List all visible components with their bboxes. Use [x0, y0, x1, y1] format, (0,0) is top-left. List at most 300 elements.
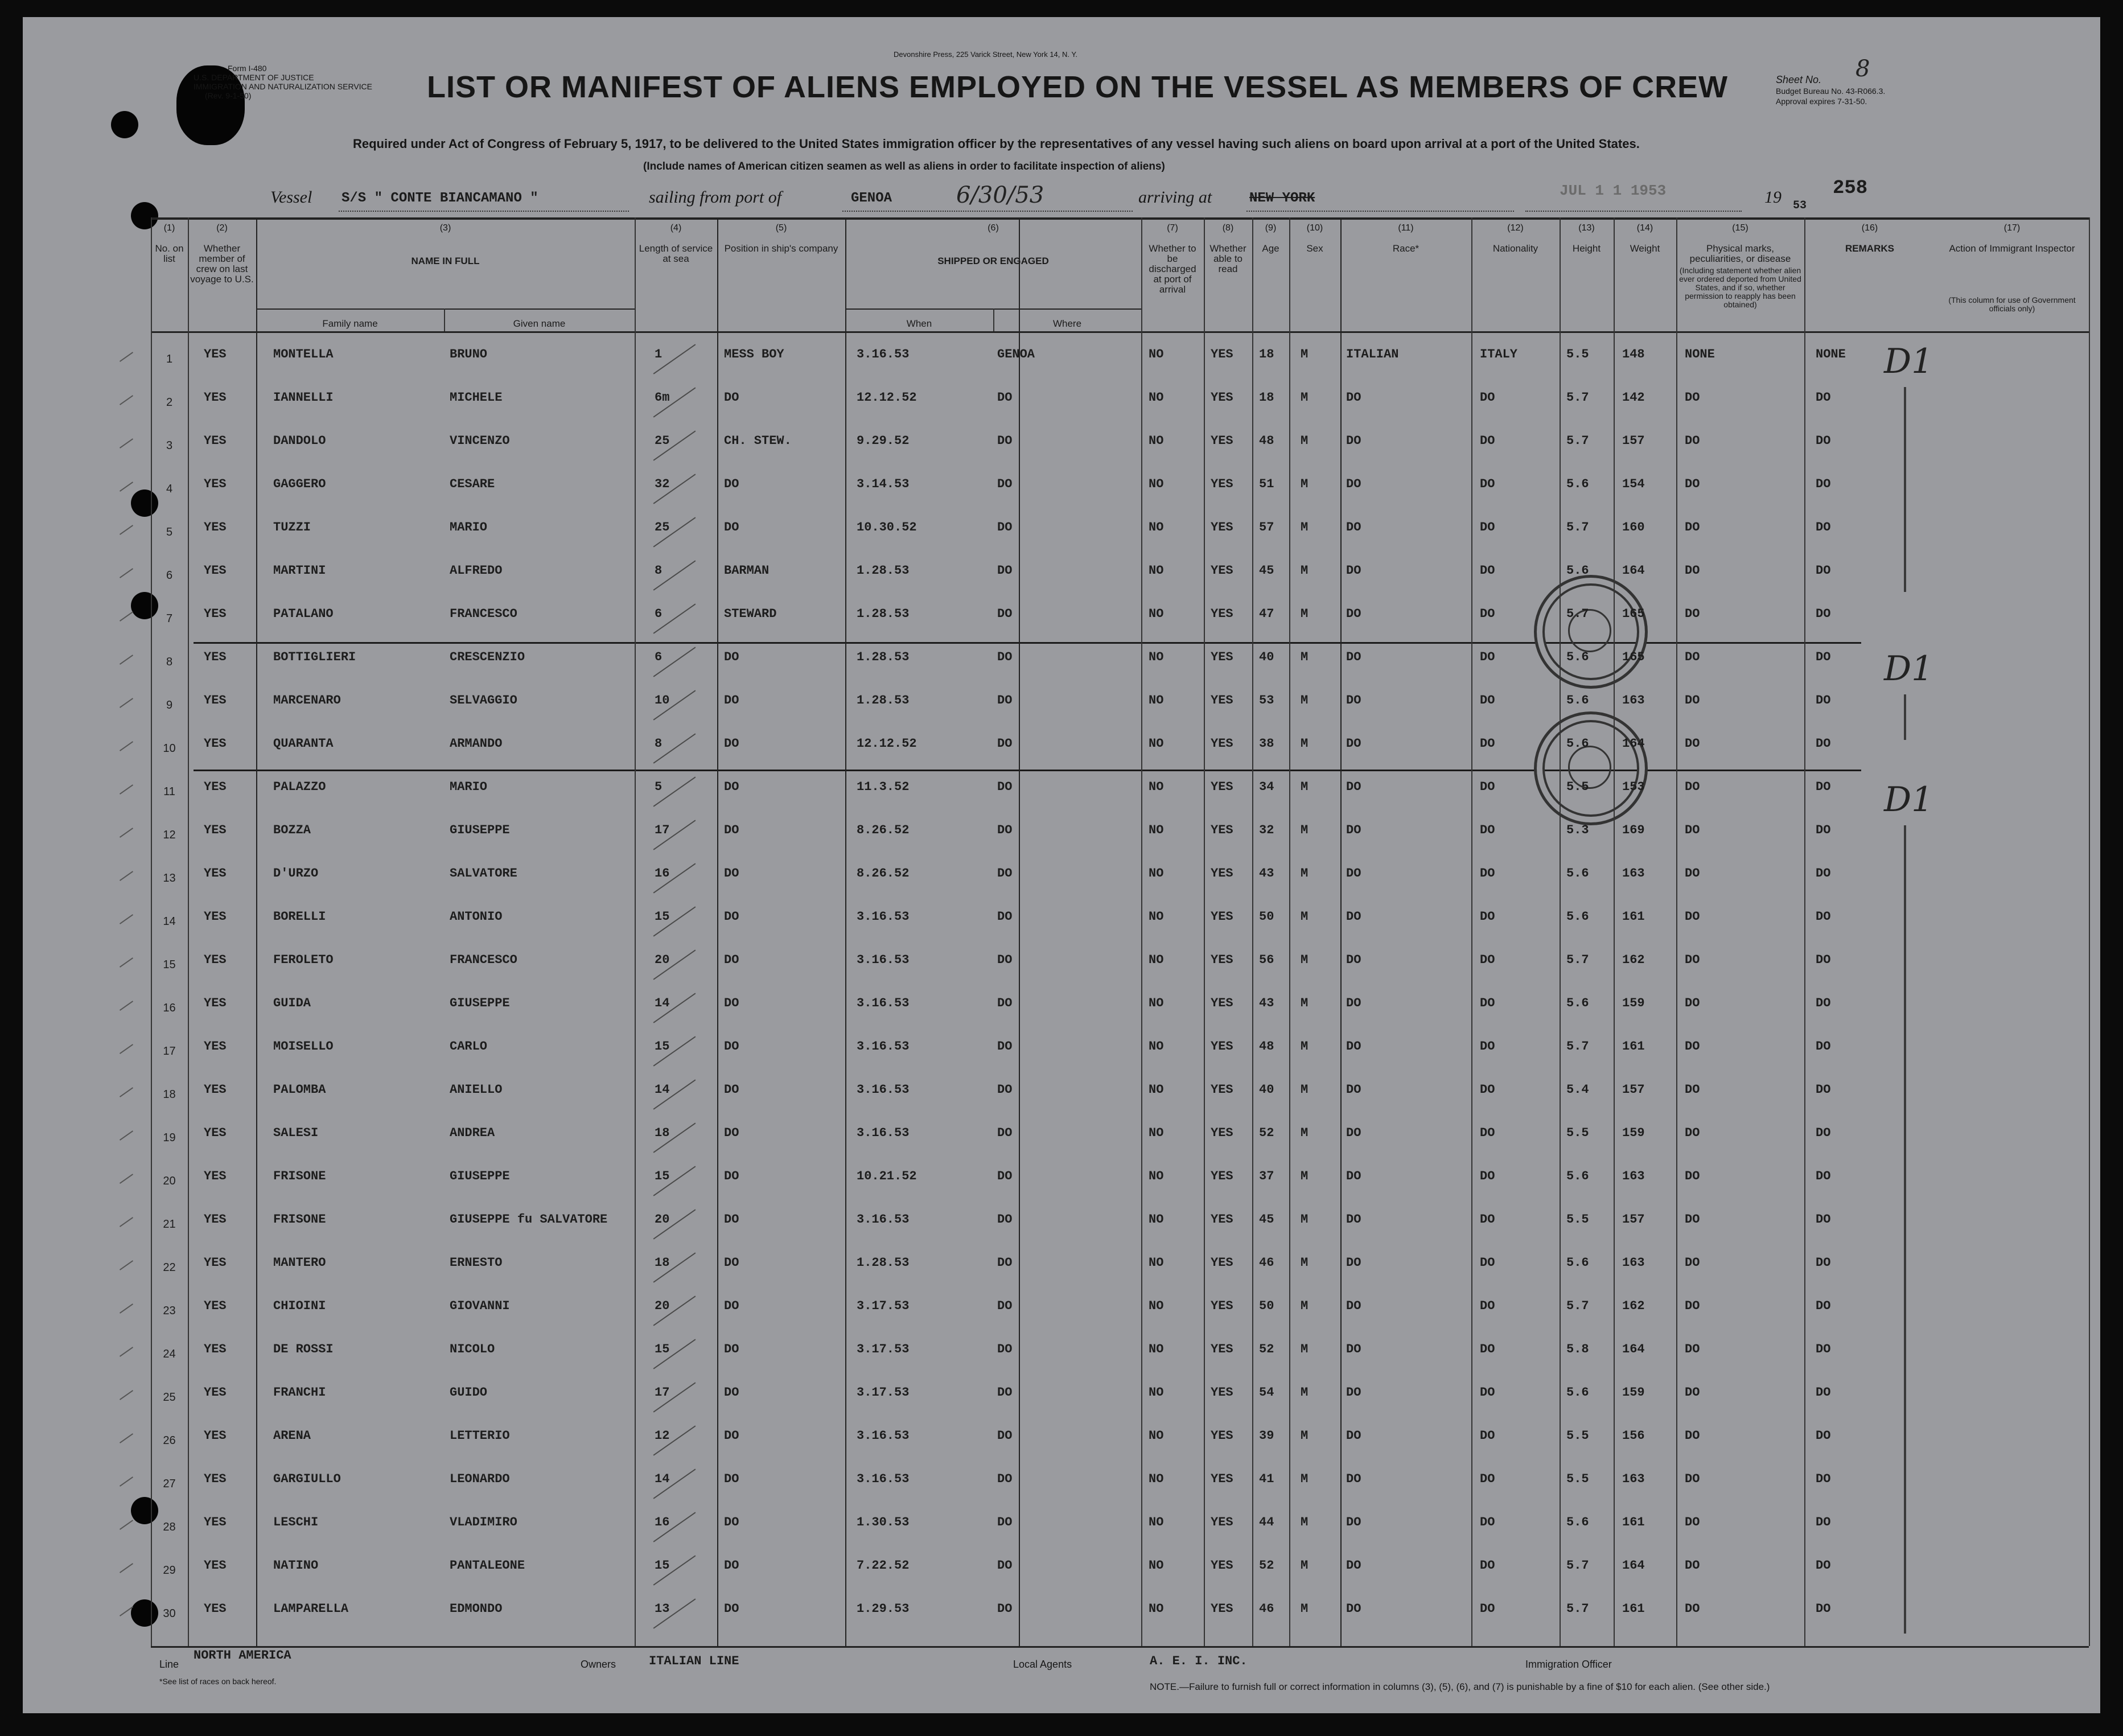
cell-height: 5.6 [1566, 737, 1589, 751]
cell-remarks: DO [1816, 1126, 1831, 1140]
check-tick [120, 957, 133, 968]
cell-disch: NO [1149, 1169, 1164, 1183]
cell-nat: DO [1480, 866, 1495, 881]
cell-given: GUIDO [450, 1385, 488, 1400]
cell-marks: DO [1685, 607, 1700, 621]
cell-height: 5.6 [1566, 1256, 1589, 1270]
cell-sex: M [1301, 1342, 1309, 1356]
cell-position: DO [724, 996, 739, 1010]
cell-family: IANNELLI [273, 390, 334, 405]
form-subtitle: Required under Act of Congress of February 5, 1917, to be delivered to the United States immigration officer by the representatives of any vessel having such aliens on board upon arrival at a port of the United States. [353, 137, 1640, 151]
cell-marks: DO [1685, 780, 1700, 794]
cell-weight: 157 [1622, 434, 1645, 448]
cell-sex: M [1301, 1126, 1309, 1140]
cell-height: 5.5 [1566, 1212, 1589, 1227]
column-number: (11) [1398, 223, 1414, 233]
cell-given: GIUSEPPE [450, 996, 510, 1010]
cell-nat: DO [1480, 1472, 1495, 1486]
cell-position: DO [724, 780, 739, 794]
cell-when: 3.16.53 [857, 1126, 910, 1140]
cell-marks: DO [1685, 1385, 1700, 1400]
cell-read: YES [1211, 780, 1233, 794]
cell-nat: DO [1480, 996, 1495, 1010]
cell-disch: NO [1149, 693, 1164, 707]
agents-label: Local Agents [1013, 1659, 1072, 1670]
officer-label: Immigration Officer [1525, 1659, 1612, 1670]
cell-when: 1.28.53 [857, 693, 910, 707]
column-divider [1141, 217, 1142, 1646]
cell-nat: DO [1480, 823, 1495, 837]
cell-disch: NO [1149, 607, 1164, 621]
cell-age: 44 [1259, 1515, 1274, 1529]
cell-read: YES [1211, 434, 1233, 448]
cell-weight: 161 [1622, 1039, 1645, 1054]
cell-disch: NO [1149, 910, 1164, 924]
cell-disch: NO [1149, 434, 1164, 448]
cell-prev: YES [204, 434, 227, 448]
cell-family: FRISONE [273, 1212, 326, 1227]
cell-marks: DO [1685, 910, 1700, 924]
cell-height: 5.6 [1566, 866, 1589, 881]
cell-no: 25 [163, 1391, 176, 1404]
cell-marks: DO [1685, 1256, 1700, 1270]
cell-remarks: DO [1816, 1212, 1831, 1227]
budget-number: Budget Bureau No. 43-R066.3. [1776, 87, 1886, 96]
cell-prev: YES [204, 347, 227, 361]
cell-nat: DO [1480, 1515, 1495, 1529]
cell-sex: M [1301, 1602, 1309, 1616]
cell-prev: YES [204, 780, 227, 794]
cell-family: FRISONE [273, 1169, 326, 1183]
cell-race: DO [1346, 996, 1361, 1010]
cell-age: 34 [1259, 780, 1274, 794]
column-divider [188, 217, 189, 1646]
cell-where: DO [997, 910, 1013, 924]
check-tick [120, 1390, 133, 1400]
cell-prev: YES [204, 520, 227, 534]
cell-race: DO [1346, 390, 1361, 405]
cell-given: NICOLO [450, 1342, 495, 1356]
cell-age: 56 [1259, 953, 1274, 967]
cell-remarks: DO [1816, 910, 1831, 924]
check-tick [120, 395, 133, 405]
cell-when: 1.29.53 [857, 1602, 910, 1616]
cell-given: BRUNO [450, 347, 488, 361]
cell-sex: M [1301, 1558, 1309, 1573]
cell-service: 15 [655, 1558, 670, 1573]
cell-race: DO [1346, 607, 1361, 621]
cell-remarks: DO [1816, 1299, 1831, 1313]
department-line: U.S. DEPARTMENT OF JUSTICE [194, 73, 314, 82]
cell-position: DO [724, 910, 739, 924]
cell-given: PANTALEONE [450, 1558, 525, 1573]
cell-read: YES [1211, 1558, 1233, 1573]
cell-no: 18 [163, 1088, 176, 1101]
cell-race: ITALIAN [1346, 347, 1399, 361]
cell-sex: M [1301, 823, 1309, 837]
cell-age: 45 [1259, 563, 1274, 578]
cell-family: PALOMBA [273, 1083, 326, 1097]
cell-remarks: DO [1816, 434, 1831, 448]
cell-marks: DO [1685, 477, 1700, 491]
cell-given: GIUSEPPE [450, 823, 510, 837]
cell-read: YES [1211, 693, 1233, 707]
cell-height: 5.7 [1566, 1299, 1589, 1313]
cell-where: DO [997, 1299, 1013, 1313]
cell-position: DO [724, 1472, 739, 1486]
cell-height: 5.6 [1566, 1169, 1589, 1183]
cell-family: BOZZA [273, 823, 311, 837]
cell-prev: YES [204, 866, 227, 881]
cell-position: DO [724, 1299, 739, 1313]
cell-given: LETTERIO [450, 1429, 510, 1443]
cell-no: 12 [163, 829, 176, 841]
cell-prev: YES [204, 563, 227, 578]
cell-given: ANTONIO [450, 910, 503, 924]
cell-weight: 159 [1622, 996, 1645, 1010]
subheader-where: Where [1052, 318, 1082, 329]
cell-weight: 169 [1622, 823, 1645, 837]
cell-when: 3.16.53 [857, 910, 910, 924]
cell-family: MARTINI [273, 563, 326, 578]
column-divider [1560, 217, 1561, 1646]
cell-marks: DO [1685, 1299, 1700, 1313]
cell-where: DO [997, 737, 1013, 751]
form-subtitle-note: (Include names of American citizen seamen as well as aliens in order to facilitate inspection of aliens) [643, 161, 1165, 172]
cell-sex: M [1301, 347, 1309, 361]
cell-service: 14 [655, 996, 670, 1010]
cell-marks: DO [1685, 1169, 1700, 1183]
cell-where: DO [997, 823, 1013, 837]
cell-where: GENOA [997, 347, 1035, 361]
subheader-when: When [906, 318, 932, 329]
cell-read: YES [1211, 563, 1233, 578]
column-number: (9) [1265, 223, 1277, 233]
cell-read: YES [1211, 1212, 1233, 1227]
cell-prev: YES [204, 650, 227, 664]
cell-service: 6m [655, 390, 670, 405]
cell-nat: DO [1480, 1602, 1495, 1616]
cell-where: DO [997, 650, 1013, 664]
cell-given: CARLO [450, 1039, 488, 1054]
cell-disch: NO [1149, 650, 1164, 664]
cell-sex: M [1301, 1429, 1309, 1443]
cell-age: 39 [1259, 1429, 1274, 1443]
cell-nat: DO [1480, 910, 1495, 924]
cell-marks: DO [1685, 953, 1700, 967]
cell-race: DO [1346, 1126, 1361, 1140]
cell-read: YES [1211, 520, 1233, 534]
cell-race: DO [1346, 693, 1361, 707]
cell-when: 8.26.52 [857, 823, 910, 837]
cell-disch: NO [1149, 866, 1164, 881]
cell-where: DO [997, 434, 1013, 448]
column-header: Action of Immigrant Inspector [1949, 243, 2075, 254]
cell-weight: 161 [1622, 1515, 1645, 1529]
cell-weight: 161 [1622, 910, 1645, 924]
cell-marks: DO [1685, 1342, 1700, 1356]
cell-no: 23 [163, 1305, 176, 1317]
cell-height: 5.6 [1566, 650, 1589, 664]
cell-service: 12 [655, 1429, 670, 1443]
cell-when: 3.16.53 [857, 347, 910, 361]
cell-disch: NO [1149, 1385, 1164, 1400]
column-header: Whether able to read [1209, 243, 1246, 274]
cell-remarks: DO [1816, 607, 1831, 621]
cell-race: DO [1346, 823, 1361, 837]
cell-family: QUARANTA [273, 737, 334, 751]
check-tick [120, 1260, 133, 1270]
column-header: Height [1572, 243, 1601, 254]
cell-weight: 163 [1622, 1169, 1645, 1183]
cell-service: 6 [655, 650, 663, 664]
cell-height: 5.6 [1566, 996, 1589, 1010]
cell-no: 30 [163, 1607, 176, 1620]
cell-marks: DO [1685, 390, 1700, 405]
cell-family: MONTELLA [273, 347, 334, 361]
cell-position: DO [724, 390, 739, 405]
cell-race: DO [1346, 434, 1361, 448]
cell-race: DO [1346, 1558, 1361, 1573]
cell-given: MARIO [450, 520, 488, 534]
inspector-mark: D1 [1884, 780, 1933, 820]
cell-disch: NO [1149, 996, 1164, 1010]
cell-family: MANTERO [273, 1256, 326, 1270]
check-tick [120, 1347, 133, 1357]
page-title: LIST OR MANIFEST OF ALIENS EMPLOYED ON THE VESSEL AS MEMBERS OF CREW [427, 70, 1729, 104]
cell-family: FRANCHI [273, 1385, 326, 1400]
cell-disch: NO [1149, 1039, 1164, 1054]
cell-marks: DO [1685, 823, 1700, 837]
cell-nat: DO [1480, 650, 1495, 664]
penalty-note: NOTE.—Failure to furnish full or correct information in columns (3), (5), (6), and (7) is punishable by a fine of $10 for each alien. (See other side.) [1150, 1681, 1770, 1692]
check-tick [120, 1044, 133, 1054]
cell-marks: DO [1685, 1602, 1700, 1616]
cell-position: DO [724, 1256, 739, 1270]
cell-when: 3.14.53 [857, 477, 910, 491]
cell-remarks: DO [1816, 390, 1831, 405]
cell-marks: DO [1685, 1558, 1700, 1573]
cell-position: DO [724, 823, 739, 837]
check-tick [120, 828, 133, 838]
cell-age: 43 [1259, 996, 1274, 1010]
cell-where: DO [997, 780, 1013, 794]
cell-height: 5.6 [1566, 1515, 1589, 1529]
manifest-page [23, 17, 2100, 1713]
cell-position: DO [724, 1429, 739, 1443]
cell-height: 5.7 [1566, 520, 1589, 534]
cell-disch: NO [1149, 1515, 1164, 1529]
check-tick [120, 1087, 133, 1097]
cell-when: 11.3.52 [857, 780, 910, 794]
cell-family: PALAZZO [273, 780, 326, 794]
check-tick [120, 525, 133, 535]
cell-age: 47 [1259, 607, 1274, 621]
cell-position: DO [724, 1169, 739, 1183]
cell-remarks: DO [1816, 953, 1831, 967]
check-tick [120, 568, 133, 578]
column-divider [256, 217, 257, 1646]
cell-sex: M [1301, 953, 1309, 967]
cell-when: 1.28.53 [857, 650, 910, 664]
column-divider [1340, 217, 1342, 1646]
check-tick [120, 1476, 133, 1487]
column-number: (16) [1861, 223, 1878, 233]
cell-remarks: NONE [1816, 347, 1846, 361]
cell-position: DO [724, 1515, 739, 1529]
cell-service: 15 [655, 910, 670, 924]
cell-family: FEROLETO [273, 953, 334, 967]
cell-nat: DO [1480, 1558, 1495, 1573]
cell-service: 32 [655, 477, 670, 491]
arrival-underline [1246, 211, 1514, 212]
cell-where: DO [997, 1515, 1013, 1529]
cell-family: TUZZI [273, 520, 311, 534]
cell-family: NATINO [273, 1558, 319, 1573]
cell-marks: DO [1685, 520, 1700, 534]
cell-no: 11 [163, 785, 175, 798]
cell-where: DO [997, 866, 1013, 881]
cell-when: 10.21.52 [857, 1169, 917, 1183]
cell-marks: DO [1685, 1515, 1700, 1529]
cell-age: 32 [1259, 823, 1274, 837]
inspector-bracket [1904, 825, 1906, 1634]
cell-marks: NONE [1685, 347, 1715, 361]
cell-no: 20 [163, 1175, 176, 1187]
cell-nat: DO [1480, 953, 1495, 967]
cell-marks: DO [1685, 737, 1700, 751]
cell-service: 18 [655, 1126, 670, 1140]
cell-no: 15 [163, 958, 176, 971]
cell-age: 50 [1259, 1299, 1274, 1313]
cell-no: 13 [163, 872, 176, 885]
column-header: Race* [1392, 243, 1420, 254]
cell-remarks: DO [1816, 1083, 1831, 1097]
cell-read: YES [1211, 1472, 1233, 1486]
cell-read: YES [1211, 390, 1233, 405]
cell-remarks: DO [1816, 1472, 1831, 1486]
cell-race: DO [1346, 1083, 1361, 1097]
page-number: 258 [1833, 178, 1868, 199]
cell-prev: YES [204, 1083, 227, 1097]
cell-no: 2 [166, 396, 173, 409]
cell-position: DO [724, 1083, 739, 1097]
cell-when: 9.29.52 [857, 434, 910, 448]
cell-height: 5.3 [1566, 823, 1589, 837]
cell-service: 16 [655, 1515, 670, 1529]
cell-no: 17 [163, 1045, 176, 1058]
cell-weight: 162 [1622, 953, 1645, 967]
cell-age: 54 [1259, 1385, 1274, 1400]
cell-age: 57 [1259, 520, 1274, 534]
cell-no: 14 [163, 915, 176, 928]
cell-service: 20 [655, 1212, 670, 1227]
cell-prev: YES [204, 1472, 227, 1486]
revision-date: (Rev. 9-1-50) [205, 91, 252, 100]
date-underline [1525, 211, 1742, 212]
cell-position: DO [724, 1126, 739, 1140]
cell-nat: DO [1480, 520, 1495, 534]
cell-read: YES [1211, 1299, 1233, 1313]
cell-when: 3.16.53 [857, 1083, 910, 1097]
cell-given: CESARE [450, 477, 495, 491]
arrival-port: NEW YORK [1249, 191, 1315, 206]
cell-when: 8.26.52 [857, 866, 910, 881]
cell-prev: YES [204, 1212, 227, 1227]
cell-height: 5.8 [1566, 1342, 1589, 1356]
cell-family: MOISELLO [273, 1039, 334, 1054]
check-tick [120, 1563, 133, 1573]
cell-given: GIUSEPPE fu SALVATORE [450, 1212, 608, 1227]
cell-service: 14 [655, 1083, 670, 1097]
arrival-stamp-date: JUL 1 1 1953 [1560, 182, 1667, 199]
cell-read: YES [1211, 996, 1233, 1010]
cell-race: DO [1346, 780, 1361, 794]
cell-prev: YES [204, 390, 227, 405]
cell-height: 5.5 [1566, 347, 1589, 361]
cell-prev: YES [204, 996, 227, 1010]
cell-service: 15 [655, 1169, 670, 1183]
cell-remarks: DO [1816, 996, 1831, 1010]
cell-age: 52 [1259, 1342, 1274, 1356]
race-footnote: *See list of races on back hereof. [159, 1677, 277, 1686]
cell-no: 19 [163, 1132, 176, 1144]
cell-age: 18 [1259, 347, 1274, 361]
cell-no: 5 [166, 526, 173, 538]
cell-no: 22 [163, 1261, 176, 1274]
cell-height: 5.7 [1566, 434, 1589, 448]
column-divider [1471, 217, 1472, 1646]
cell-given: GIUSEPPE [450, 1169, 510, 1183]
cell-when: 1.28.53 [857, 607, 910, 621]
cell-age: 45 [1259, 1212, 1274, 1227]
cell-service: 15 [655, 1039, 670, 1054]
sailing-date: 6/30/53 [956, 182, 1044, 208]
column-number: (13) [1578, 223, 1595, 233]
cell-height: 5.7 [1566, 1558, 1589, 1573]
cell-given: LEONARDO [450, 1472, 510, 1486]
cell-sex: M [1301, 693, 1309, 707]
table-bottom-rule [151, 1646, 2089, 1648]
cell-family: DE ROSSI [273, 1342, 334, 1356]
cell-height: 5.7 [1566, 390, 1589, 405]
cell-marks: DO [1685, 1212, 1700, 1227]
cell-when: 3.17.53 [857, 1299, 910, 1313]
check-tick [120, 741, 133, 751]
cell-sex: M [1301, 563, 1309, 578]
cell-age: 43 [1259, 866, 1274, 881]
cell-age: 52 [1259, 1126, 1274, 1140]
column-header: Length of service at sea [639, 243, 713, 264]
check-tick [120, 1303, 133, 1314]
cell-nat: DO [1480, 1342, 1495, 1356]
cell-where: DO [997, 693, 1013, 707]
subheader-rule [256, 308, 635, 310]
cell-height: 5.5 [1566, 1429, 1589, 1443]
cell-read: YES [1211, 1039, 1233, 1054]
owners-value: ITALIAN LINE [649, 1654, 739, 1668]
cell-weight: 156 [1622, 1429, 1645, 1443]
check-tick [120, 1001, 133, 1011]
year-value: 53 [1793, 199, 1807, 212]
cell-disch: NO [1149, 1602, 1164, 1616]
cell-weight: 159 [1622, 1385, 1645, 1400]
cell-when: 10.30.52 [857, 520, 917, 534]
inspector-bracket [1904, 387, 1906, 592]
cell-weight: 157 [1622, 1212, 1645, 1227]
cell-weight: 163 [1622, 866, 1645, 881]
cell-given: ANIELLO [450, 1083, 503, 1097]
